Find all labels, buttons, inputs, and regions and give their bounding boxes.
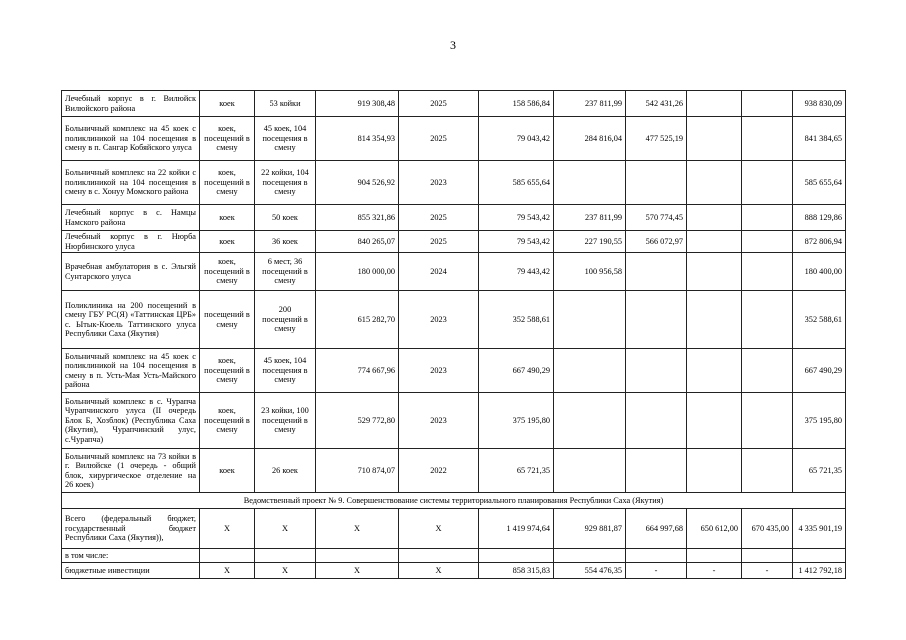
value-cell: 667 490,29: [479, 349, 554, 393]
value-cell: 585 655,64: [479, 161, 554, 205]
total-cell: 4 335 901,19: [793, 509, 846, 549]
unit-cell: X: [200, 509, 255, 549]
total-cell: 888 129,86: [793, 205, 846, 231]
value-cell: 566 072,97: [626, 231, 687, 253]
summary-label: Всего (федеральный бюджет, государственный бюджет Республики Саха (Якутия)),: [62, 509, 200, 549]
cost-cell: 855 321,86: [316, 205, 399, 231]
object-name: Поликлиника на 200 посещений в смену ГБУ РС(Я) «Таттинская ЦРБ» с. Ытык-Кюель Таттинского улуса Республики Саха (Якутия): [62, 291, 200, 349]
value-cell: 929 881,87: [554, 509, 626, 549]
year-cell: 2023: [399, 349, 479, 393]
value-cell: 670 435,00: [742, 509, 793, 549]
object-name: Больничный комплекс на 73 койки в г. Вилюйске (1 очередь - общий блок, хирургическое отделение на 26 коек): [62, 449, 200, 493]
value-cell: [554, 161, 626, 205]
section-header: Ведомственный проект № 9. Совершенствование системы территориального планирования Республики Саха (Якутия): [62, 493, 846, 509]
value-cell: 158 586,84: [479, 91, 554, 117]
value-cell: [742, 161, 793, 205]
value-cell: 1 419 974,64: [479, 509, 554, 549]
cost-cell: X: [316, 563, 399, 579]
table-row: [62, 449, 846, 493]
cost-cell: 919 308,48: [316, 91, 399, 117]
value-cell: 79 543,42: [479, 231, 554, 253]
table-row: [62, 253, 846, 291]
unit-cell: X: [200, 563, 255, 579]
year-cell: 2025: [399, 91, 479, 117]
value-cell: 100 956,58: [554, 253, 626, 291]
value-cell: [742, 91, 793, 117]
table-row: [62, 231, 846, 253]
value-cell: [742, 449, 793, 493]
value-cell: 237 811,99: [554, 205, 626, 231]
value-cell: [687, 349, 742, 393]
value-cell: -: [626, 563, 687, 579]
value-cell: [554, 449, 626, 493]
value-cell: 79 543,42: [479, 205, 554, 231]
value-cell: [742, 349, 793, 393]
object-name: Больничный комплекс на 45 коек с поликлиникой на 104 посещения в смену в п. Усть-Мая Усть-Майского района: [62, 349, 200, 393]
capacity-cell: 200 посещений в смену: [255, 291, 316, 349]
value-cell: [742, 291, 793, 349]
value-cell: [687, 117, 742, 161]
total-cell: 938 830,09: [793, 91, 846, 117]
value-cell: [742, 205, 793, 231]
object-name: Больничный комплекс на 22 койки с поликлиникой на 104 посещения в смену в с. Хонуу Момского района: [62, 161, 200, 205]
value-cell: [626, 393, 687, 449]
total-cell: 375 195,80: [793, 393, 846, 449]
value-cell: [742, 393, 793, 449]
table-row: [62, 117, 846, 161]
year-cell: X: [399, 563, 479, 579]
cost-cell: 529 772,80: [316, 393, 399, 449]
including-row: [62, 549, 846, 563]
value-cell: 227 190,55: [554, 231, 626, 253]
value-cell: 237 811,99: [554, 91, 626, 117]
value-cell: [554, 291, 626, 349]
capacity-cell: 53 койки: [255, 91, 316, 117]
value-cell: [626, 253, 687, 291]
year-cell: 2023: [399, 291, 479, 349]
unit-cell: коек, посещений в смену: [200, 393, 255, 449]
value-cell: 79 043,42: [479, 117, 554, 161]
table-row: [62, 91, 846, 117]
value-cell: -: [742, 563, 793, 579]
value-cell: 858 315,83: [479, 563, 554, 579]
object-name: Больничный комплекс на 45 коек с поликлиникой на 104 посещения в смену в п. Сангар Кобяйского улуса: [62, 117, 200, 161]
year-cell: 2023: [399, 393, 479, 449]
total-cell: 841 384,65: [793, 117, 846, 161]
cost-cell: 840 265,07: [316, 231, 399, 253]
value-cell: 375 195,80: [479, 393, 554, 449]
unit-cell: посещений в смену: [200, 291, 255, 349]
total-cell: 872 806,94: [793, 231, 846, 253]
value-cell: 284 816,04: [554, 117, 626, 161]
cost-cell: 710 874,07: [316, 449, 399, 493]
year-cell: 2022: [399, 449, 479, 493]
total-cell: 1 412 792,18: [793, 563, 846, 579]
cost-cell: 774 667,96: [316, 349, 399, 393]
table-row: [62, 393, 846, 449]
unit-cell: коек, посещений в смену: [200, 161, 255, 205]
cost-cell: 904 526,92: [316, 161, 399, 205]
cost-cell: 615 282,70: [316, 291, 399, 349]
value-cell: -: [687, 563, 742, 579]
total-cell: 180 400,00: [793, 253, 846, 291]
capacity-cell: X: [255, 563, 316, 579]
unit-cell: коек: [200, 91, 255, 117]
value-cell: [687, 253, 742, 291]
value-cell: [687, 91, 742, 117]
value-cell: 477 525,19: [626, 117, 687, 161]
unit-cell: коек, посещений в смену: [200, 117, 255, 161]
unit-cell: коек, посещений в смену: [200, 349, 255, 393]
unit-cell: коек: [200, 231, 255, 253]
object-name: Лечебный корпус в с. Намцы Намского района: [62, 205, 200, 231]
unit-cell: коек, посещений в смену: [200, 253, 255, 291]
investments-label: бюджетные инвестиции: [62, 563, 200, 579]
total-cell: 352 588,61: [793, 291, 846, 349]
capacity-cell: 23 койки, 100 посещений в смену: [255, 393, 316, 449]
value-cell: 554 476,35: [554, 563, 626, 579]
year-cell: 2024: [399, 253, 479, 291]
capacity-cell: 50 коек: [255, 205, 316, 231]
total-cell: 667 490,29: [793, 349, 846, 393]
value-cell: 570 774,45: [626, 205, 687, 231]
capacity-cell: 45 коек, 104 посещения в смену: [255, 349, 316, 393]
year-cell: 2025: [399, 205, 479, 231]
cost-cell: X: [316, 509, 399, 549]
investments-row: [62, 563, 846, 579]
object-name: Врачебная амбулатория в с. Эльгяй Сунтарского улуса: [62, 253, 200, 291]
value-cell: [687, 291, 742, 349]
object-name: Лечебный корпус в г. Нюрба Нюрбинского улуса: [62, 231, 200, 253]
value-cell: [554, 393, 626, 449]
value-cell: 65 721,35: [479, 449, 554, 493]
value-cell: [687, 449, 742, 493]
page-number: 3: [450, 38, 456, 52]
value-cell: 664 997,68: [626, 509, 687, 549]
table-row: [62, 205, 846, 231]
including-label: в том числе:: [62, 549, 200, 563]
value-cell: [742, 117, 793, 161]
unit-cell: коек: [200, 205, 255, 231]
year-cell: 2025: [399, 231, 479, 253]
object-name: Больничный комплекс в с. Чурапча Чурапчинского улуса (II очередь Блок Б, Хозблок) (Республика Саха (Якутия), Чурапчинский улус, с.Чурапча): [62, 393, 200, 449]
capacity-cell: 45 коек, 104 посещения в смену: [255, 117, 316, 161]
value-cell: 352 588,61: [479, 291, 554, 349]
value-cell: [687, 231, 742, 253]
section-header-row: [62, 493, 846, 509]
value-cell: [626, 449, 687, 493]
table-row: [62, 349, 846, 393]
capacity-cell: X: [255, 509, 316, 549]
value-cell: 79 443,42: [479, 253, 554, 291]
table-row: [62, 291, 846, 349]
total-cell: 65 721,35: [793, 449, 846, 493]
value-cell: [687, 161, 742, 205]
capacity-cell: 26 коек: [255, 449, 316, 493]
summary-row: [62, 509, 846, 549]
capacity-cell: 36 коек: [255, 231, 316, 253]
value-cell: [687, 393, 742, 449]
year-cell: 2025: [399, 117, 479, 161]
table-row: [62, 161, 846, 205]
unit-cell: коек: [200, 449, 255, 493]
object-name: Лечебный корпус в г. Вилюйск Вилюйского района: [62, 91, 200, 117]
value-cell: [742, 253, 793, 291]
value-cell: [687, 205, 742, 231]
value-cell: [626, 161, 687, 205]
cost-cell: 814 354,93: [316, 117, 399, 161]
value-cell: [742, 231, 793, 253]
value-cell: 542 431,26: [626, 91, 687, 117]
value-cell: [626, 291, 687, 349]
cost-cell: 180 000,00: [316, 253, 399, 291]
capacity-cell: 6 мест, 36 посещений в смену: [255, 253, 316, 291]
year-cell: 2023: [399, 161, 479, 205]
total-cell: 585 655,64: [793, 161, 846, 205]
value-cell: [626, 349, 687, 393]
investment-table: [61, 90, 846, 579]
value-cell: 650 612,00: [687, 509, 742, 549]
capacity-cell: 22 койки, 104 посещения в смену: [255, 161, 316, 205]
year-cell: X: [399, 509, 479, 549]
value-cell: [554, 349, 626, 393]
